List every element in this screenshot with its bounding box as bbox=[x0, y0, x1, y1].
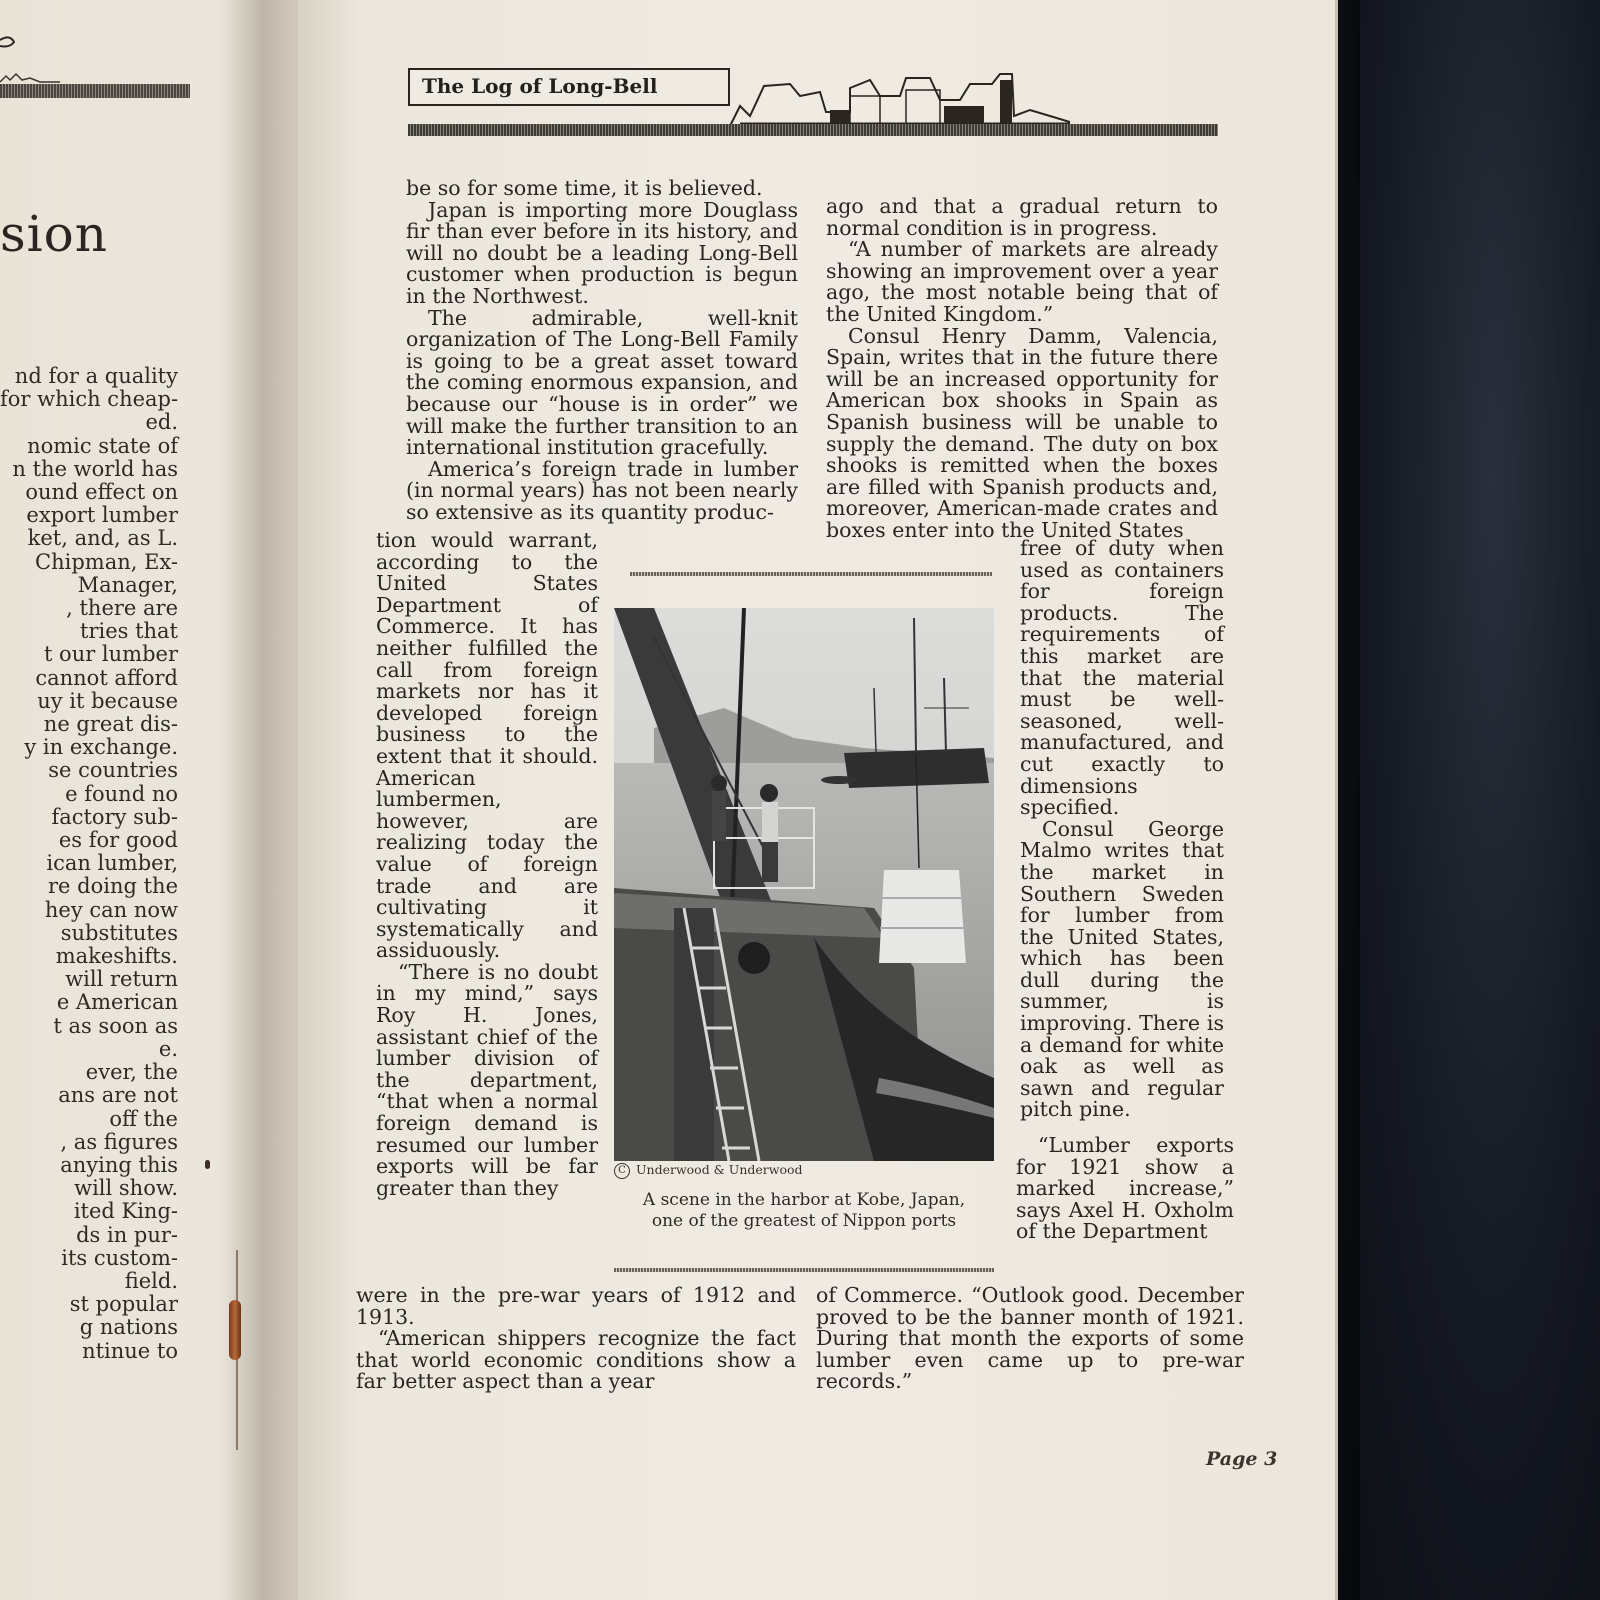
left-page-line: export lumber bbox=[26, 503, 178, 528]
right-page bbox=[298, 0, 1338, 1600]
left-page-line: substitutes bbox=[60, 920, 178, 945]
left-page-line: factory sub- bbox=[51, 804, 178, 829]
left-header-ornament-icon bbox=[0, 28, 30, 58]
left-page-line: makeshifts. bbox=[55, 944, 178, 969]
left-page-line: will show. bbox=[74, 1176, 178, 1201]
left-page-ink-mark bbox=[205, 1160, 210, 1169]
left-page-text-column bbox=[0, 365, 178, 1363]
photo-caption bbox=[614, 1190, 994, 1232]
paragraph: ago and that a gradual return to normal condition is in progress. bbox=[826, 194, 1218, 240]
left-page-line: re doing the bbox=[48, 874, 178, 899]
left-page-line: field. bbox=[124, 1268, 178, 1293]
left-page-line: , as figures bbox=[60, 1129, 178, 1154]
left-page-line: t as soon as bbox=[53, 1013, 178, 1038]
caption-line-2: one of the greatest of Nippon ports bbox=[651, 1211, 957, 1231]
paragraph: “A number of markets are already showing an improvement over a year ago, the most notable being that of the United Kingdom.” bbox=[826, 237, 1218, 326]
left-page-line: ket, and, as L. bbox=[27, 526, 178, 551]
article-column-1-bottom bbox=[356, 1285, 796, 1393]
paragraph: be so for some time, it is believed. bbox=[406, 176, 763, 200]
left-page-title-fragment: sion bbox=[0, 205, 108, 263]
article-column-2-narrow-lower bbox=[1016, 1135, 1234, 1243]
paragraph: “American shippers recognize the fact that world economic conditions show a far better aspect than a year bbox=[356, 1326, 796, 1394]
left-page-line: e. bbox=[158, 1036, 178, 1061]
left-page-line: es for good bbox=[58, 828, 178, 853]
left-page-line: tries that bbox=[80, 619, 178, 644]
article-column-1-top bbox=[406, 178, 798, 524]
left-page-line: hey can now bbox=[44, 897, 178, 922]
photo-credit-text: Underwood & Underwood bbox=[636, 1162, 803, 1177]
figure-top-rule bbox=[630, 572, 992, 576]
left-page-line: ans are not bbox=[58, 1083, 178, 1108]
left-page-line: uy it because bbox=[37, 688, 178, 713]
paragraph: tion would warrant, according to the United States Department of Commerce. It has neither fulfilled the call from foreign markets nor has it developed foreign business to the extent that it should. American lumbermen, however, are realizing today the value of foreign trade and are cultivating it systematically and assiduously. bbox=[376, 528, 598, 963]
left-page-line: t our lumber bbox=[43, 642, 178, 667]
left-header-bar bbox=[0, 84, 190, 98]
article-column-1-narrow bbox=[376, 530, 598, 1199]
kobe-harbor-photo bbox=[614, 608, 994, 1161]
paragraph: free of duty when used as containers for foreign products. The requirements of this market are that the material must be well-seasoned, well-manufactured, and cut exactly to dimensions specified. bbox=[1020, 536, 1224, 820]
left-page-line: for which cheap- bbox=[0, 387, 179, 412]
left-page-line: ican lumber, bbox=[46, 851, 178, 876]
paragraph: Consul George Malmo writes that the market in Southern Sweden for lumber from the United States, which has been dull during the summer, is improving. There is a demand for white oak as well as sawn and regular pitch pine. bbox=[1020, 816, 1224, 1122]
left-page-line: g nations bbox=[79, 1315, 178, 1340]
masthead-title-box bbox=[408, 68, 730, 106]
left-page-line: ound effect on bbox=[25, 480, 178, 505]
left-page-line: ds in pur- bbox=[76, 1222, 178, 1247]
left-header-town-icon bbox=[0, 66, 60, 84]
left-page-line: nomic state of bbox=[27, 433, 178, 458]
left-page-line: e found no bbox=[65, 781, 178, 806]
left-page-line: ited King- bbox=[73, 1199, 178, 1224]
left-page-line: e American bbox=[56, 990, 178, 1015]
binding-staple bbox=[229, 1300, 241, 1360]
left-page-line: will return bbox=[65, 967, 178, 992]
left-page-line: y in exchange. bbox=[24, 735, 178, 760]
left-page-line: ed. bbox=[145, 410, 178, 435]
masthead-bar bbox=[408, 124, 1218, 136]
left-page-line: , there are bbox=[66, 596, 178, 621]
left-page-line: ne great dis- bbox=[43, 712, 178, 737]
paragraph: “Lumber exports for 1921 show a marked increase,” says Axel H. Oxholm of the Department bbox=[1016, 1133, 1234, 1244]
left-page-line: cannot afford bbox=[35, 665, 178, 690]
leather-background bbox=[1335, 0, 1600, 1600]
figure-bottom-rule bbox=[614, 1268, 994, 1272]
masthead-title: The Log of Long-Bell bbox=[422, 74, 658, 98]
left-page-line: Manager, bbox=[77, 572, 178, 597]
left-page-line: st popular bbox=[69, 1292, 178, 1317]
paragraph: America’s foreign trade in lumber (in normal years) has not been nearly so extensive as its quantity produc- bbox=[406, 456, 798, 524]
left-page-line: its custom- bbox=[61, 1245, 178, 1270]
paragraph: of Commerce. “Outlook good. December proved to be the banner month of 1921. During that month the exports of some lumber even came up to pre-war records.” bbox=[816, 1283, 1244, 1394]
paragraph: were in the pre-war years of 1912 and 1913. bbox=[356, 1283, 796, 1329]
left-page-line: ntinue to bbox=[82, 1338, 178, 1363]
left-page-line: n the world has bbox=[12, 456, 178, 481]
paragraph: “There is no doubt in my mind,” says Roy H. Jones, assistant chief of the lumber division of the department, “that when a normal foreign demand is resumed our lumber exports will be far greater than they bbox=[376, 959, 598, 1200]
left-page-line: ever, the bbox=[85, 1060, 178, 1085]
left-page-line: off the bbox=[109, 1106, 178, 1131]
photo-credit bbox=[614, 1162, 803, 1179]
paragraph: Consul Henry Damm, Valencia, Spain, writes that in the future there will be an increased opportunity for American box shooks in Spain as Spanish business will be unable to supply the demand. The duty on box shooks is remitted when the boxes are filled with Spanish products and, moreover, American-made crates and boxes enter into the United States bbox=[826, 323, 1218, 542]
paragraph: The admirable, well-knit organization of The Long-Bell Family is going to be a great asset toward the coming enormous expansion, and because our “house is in order” we will make the further transition to an international institution gracefully. bbox=[406, 305, 798, 460]
article-column-2-narrow bbox=[1020, 538, 1224, 1121]
copyright-icon: C bbox=[614, 1163, 630, 1179]
masthead bbox=[408, 66, 1228, 146]
paragraph: Japan is importing more Douglass fir than ever before in its history, and will no doubt be a leading Long-Bell customer when production is begun in the Northwest. bbox=[406, 197, 798, 308]
page-number: Page 3 bbox=[1206, 1448, 1278, 1470]
article-column-2-top bbox=[826, 196, 1218, 542]
article-column-2-bottom bbox=[816, 1285, 1244, 1393]
left-page-line: se countries bbox=[48, 758, 178, 783]
left-page-line: nd for a quality bbox=[14, 364, 178, 388]
lumber-mill-illustration-icon bbox=[730, 66, 1070, 132]
caption-line-1: A scene in the harbor at Kobe, Japan, bbox=[642, 1190, 966, 1210]
left-page-line: Chipman, Ex- bbox=[35, 549, 178, 574]
left-page-line: anying this bbox=[60, 1152, 178, 1177]
